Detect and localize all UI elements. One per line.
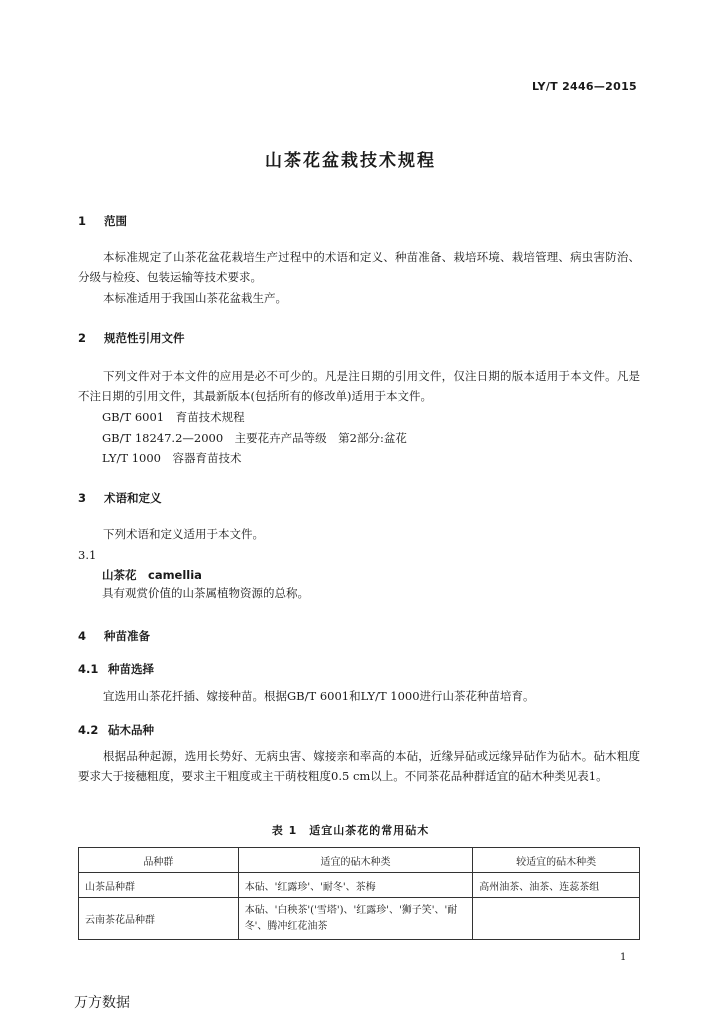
- section-number: 4.2: [78, 723, 99, 737]
- table-cell: [473, 898, 640, 940]
- table-row: [79, 873, 640, 898]
- table-cell: 本砧、'红露珍'、'耐冬'、茶梅: [238, 873, 473, 898]
- section-number: 2: [78, 331, 87, 345]
- section-3-heading: [78, 490, 162, 506]
- table-cell: 云南茶花品种群: [79, 898, 239, 940]
- section-title: 范围: [104, 214, 127, 228]
- rootstock-table: [78, 847, 640, 940]
- section-title: 规范性引用文件: [104, 331, 185, 345]
- table-header-row: [79, 848, 640, 873]
- section-1-para-1: 本标准规定了山茶花盆花栽培生产过程中的术语和定义、种苗准备、栽培环境、栽培管理、病虫害防治、分级与检疫、包装运输等技术要求。: [78, 250, 640, 284]
- reference-item: GB/T 6001 育苗技术规程: [102, 410, 245, 424]
- section-1-para-2: 本标准适用于我国山茶花盆栽生产。: [103, 291, 287, 305]
- section-4-2-heading: [78, 722, 154, 738]
- table-header-cell: 较适宜的砧木种类: [473, 848, 640, 873]
- section-title: 砧木品种: [108, 723, 154, 737]
- reference-item: GB/T 18247.2—2000 主要花卉产品等级 第2部分:盆花: [102, 431, 407, 445]
- term-en: camellia: [148, 568, 202, 582]
- section-2-para-1: 下列文件对于本文件的应用是必不可少的。凡是注日期的引用文件，仅注日期的版本适用于本文件。凡是不注日期的引用文件，其最新版本(包括所有的修改单)适用于本文件。: [78, 369, 640, 403]
- table-cell: 山茶品种群: [79, 873, 239, 898]
- section-number: 3: [78, 491, 87, 505]
- section-4-2-para: 根据品种起源，选用长势好、无病虫害、嫁接亲和率高的本砧，近缘异砧或远缘异砧作为砧木。砧木粗度要求大于接穗粗度，要求主干粗度或主干萌枝粗度0.5 cm以上。不同茶花品种群适宜的砧木种类见表1。: [78, 749, 640, 783]
- table-caption: 表 1 适宜山茶花的常用砧木: [271, 824, 430, 837]
- term-definition: 具有观赏价值的山茶属植物资源的总称。: [102, 586, 309, 600]
- table-cell: 本砧、'白秧茶'('雪塔')、'红露珍'、'狮子笑'、'耐冬'、腾冲红花油茶: [238, 898, 473, 940]
- section-1-heading: [78, 213, 127, 229]
- section-number: 4: [78, 629, 87, 643]
- table-row: [79, 898, 640, 940]
- section-3-para-1: 下列术语和定义适用于本文件。: [103, 527, 264, 541]
- section-4-1-heading: [78, 661, 154, 677]
- table-cell: 高州油茶、油茶、连蕊茶组: [473, 873, 640, 898]
- table-header-cell: 品种群: [79, 848, 239, 873]
- table-header-cell: 适宜的砧木种类: [238, 848, 473, 873]
- subsection-number: 3.1: [78, 548, 97, 562]
- section-4-heading: [78, 628, 150, 644]
- term-entry: [102, 567, 202, 583]
- section-2-heading: [78, 330, 185, 346]
- document-title: 山茶花盆栽技术规程: [265, 151, 436, 171]
- term-cn: 山茶花: [102, 568, 137, 582]
- section-title: 种苗准备: [104, 629, 150, 643]
- section-number: 4.1: [78, 662, 99, 676]
- watermark: 万方数据: [74, 995, 130, 1011]
- section-4-1-para: 宜选用山茶花扦插、嫁接种苗。根据GB/T 6001和LY/T 1000进行山茶花种苗培育。: [103, 689, 535, 703]
- section-title: 术语和定义: [104, 491, 162, 505]
- section-number: 1: [78, 214, 87, 228]
- section-title: 种苗选择: [108, 662, 154, 676]
- reference-item: LY/T 1000 容器育苗技术: [102, 451, 242, 465]
- page-number: 1: [620, 952, 627, 963]
- standard-code: LY/T 2446—2015: [531, 80, 637, 93]
